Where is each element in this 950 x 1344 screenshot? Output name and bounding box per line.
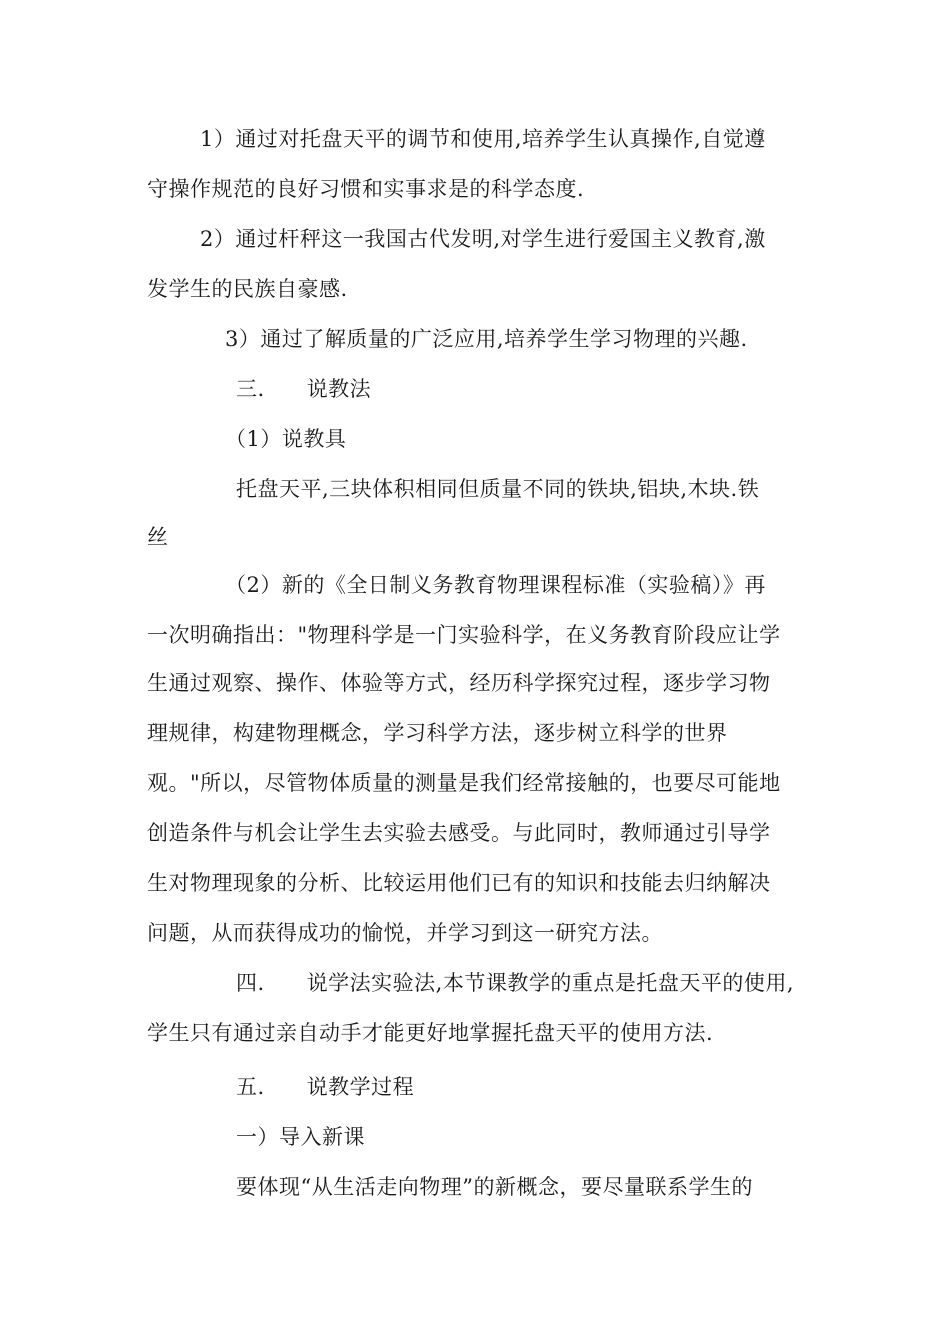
paragraph-line: 一次明确指出："物理科学是一门实验科学，在义务教育阶段应让学	[147, 623, 781, 647]
section-number: 五.	[236, 1075, 265, 1099]
paragraph-line: 1）通过对托盘天平的调节和使用,培养学生认真操作,自觉遵	[200, 127, 766, 151]
paragraph-line: 创造条件与机会让学生去实验去感受。与此同时，教师通过引导学	[147, 821, 771, 845]
sub-heading: 一）导入新课	[236, 1125, 365, 1149]
paragraph-line: 丝	[147, 525, 169, 549]
paragraph-line: 要体现“从生活走向物理”的新概念，要尽量联系学生的	[236, 1175, 753, 1199]
paragraph-line: 生通过观察、操作、体验等方式，经历科学探究过程，逐步学习物	[147, 671, 771, 695]
section-title: 说教法	[306, 377, 372, 401]
paragraph-line: 生对物理现象的分析、比较运用他们已有的知识和技能去归纳解决	[147, 871, 771, 895]
paragraph-line: 守操作规范的良好习惯和实事求是的科学态度.	[147, 177, 585, 201]
paragraph-line: （2）新的《全日制义务教育物理课程标准（实验稿）》再	[225, 573, 766, 597]
section-number: 三.	[236, 377, 265, 401]
section-heading	[236, 968, 794, 998]
section-text: 说学法实验法,本节课教学的重点是托盘天平的使用,	[306, 971, 795, 995]
section-heading	[236, 374, 371, 404]
paragraph-line: 观。"所以，尽管物体质量的测量是我们经常接触的，也要尽可能地	[147, 771, 781, 795]
paragraph-line: 学生只有通过亲自动手才能更好地掌握托盘天平的使用方法.	[147, 1021, 714, 1045]
paragraph-line: 发学生的民族自豪感.	[147, 277, 348, 301]
section-heading	[236, 1072, 414, 1102]
paragraph-line: 3）通过了解质量的广泛应用,培养学生学习物理的兴趣.	[225, 327, 748, 351]
section-title: 说教学过程	[306, 1075, 415, 1099]
section-number: 四.	[236, 971, 265, 995]
paragraph-line: 问题，从而获得成功的愉悦，并学习到这一研究方法。	[147, 921, 663, 945]
paragraph-line: 理规律，构建物理概念，学习科学方法，逐步树立科学的世界	[147, 721, 728, 745]
paragraph-line: 2）通过杆秤这一我国古代发明,对学生进行爱国主义教育,激	[200, 227, 766, 251]
sub-heading: （1）说教具	[225, 427, 347, 451]
paragraph-line: 托盘天平,三块体积相同但质量不同的铁块,铝块,木块.铁	[236, 477, 760, 501]
